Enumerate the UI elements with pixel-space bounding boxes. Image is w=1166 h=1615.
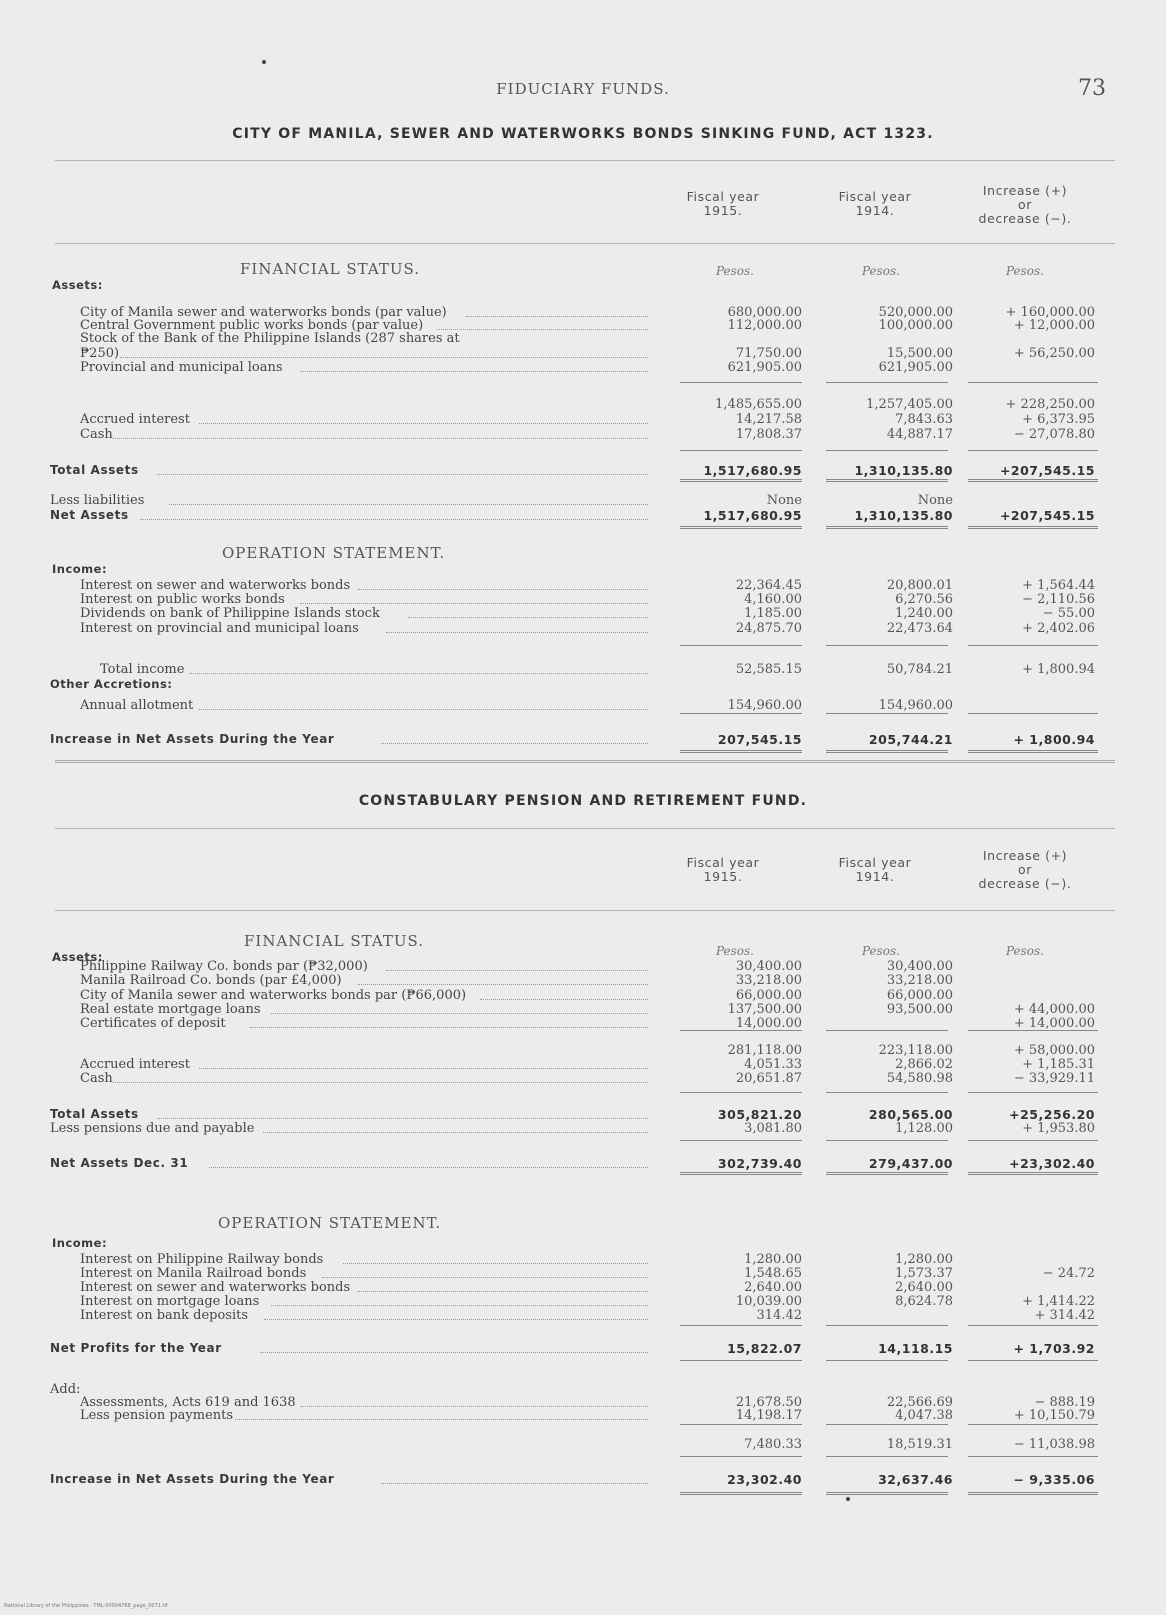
value-1914: None <box>917 493 953 508</box>
leader-dots <box>300 360 648 372</box>
value-1914: 22,473.64 <box>886 621 953 636</box>
scan-footer: National Library of the Philippines · TML-00004768_page_0071.tif <box>4 1603 168 1609</box>
value-1915: 621,905.00 <box>727 360 802 375</box>
col-header-1914: Fiscal year 1914. <box>838 189 912 218</box>
table-row-cash <box>0 1071 1166 1086</box>
table-row-stock-of-the-bank-of-the-philippine-isla <box>0 331 1166 346</box>
value-1914: 33,218.00 <box>886 973 953 988</box>
value-1915: None <box>766 493 802 508</box>
value-1914: 7,843.63 <box>895 412 953 427</box>
value-change: + 44,000.00 <box>1013 1002 1095 1017</box>
table-row-subtotal <box>0 1043 1166 1058</box>
row-label: Certificates of deposit <box>80 1016 226 1031</box>
value-change: − 55.00 <box>1042 606 1095 621</box>
value-change: + 58,000.00 <box>1013 1043 1095 1058</box>
value-1915: 14,217.58 <box>735 412 802 427</box>
table-row-cash <box>0 427 1166 442</box>
row-label: Total income <box>100 662 185 677</box>
leader-dots <box>169 493 648 505</box>
value-1914: 1,240.00 <box>895 606 953 621</box>
value-1914: 1,128.00 <box>895 1121 953 1136</box>
value-change: − 9,335.06 <box>1013 1472 1095 1487</box>
value-1915: 207,545.15 <box>717 732 802 747</box>
value-1914: 44,887.17 <box>886 427 953 442</box>
table-row-certificates-of-deposit <box>0 1016 1166 1031</box>
row-label: Interest on Philippine Railway bonds <box>80 1252 324 1267</box>
table-row-real-estate-mortgage-loans <box>0 1002 1166 1017</box>
value-1915: 15,822.07 <box>727 1341 802 1356</box>
table-row-total-assets <box>0 463 1166 478</box>
sum-rule <box>680 750 802 753</box>
value-change: + 6,373.95 <box>1022 412 1095 427</box>
sum-rule <box>826 645 948 646</box>
leader-dots <box>209 1156 648 1168</box>
value-1914: 15,500.00 <box>886 346 953 361</box>
row-label: Philippine Railway Co. bonds par (₱32,000) <box>80 959 368 974</box>
value-change: + 160,000.00 <box>1005 305 1095 320</box>
table-row-other-accretions <box>0 677 1166 692</box>
leader-dots <box>120 346 648 358</box>
value-change: + 1,703.92 <box>1013 1341 1095 1356</box>
leader-dots <box>271 1002 648 1014</box>
value-1915: 66,000.00 <box>735 988 802 1003</box>
value-change: + 10,150.79 <box>1013 1408 1095 1423</box>
table-row-accrued-interest <box>0 412 1166 427</box>
unit-label: Pesos. <box>1006 264 1044 278</box>
value-1915: 71,750.00 <box>735 346 802 361</box>
sum-rule <box>826 1456 948 1457</box>
income-label-row: Income: <box>52 562 108 576</box>
row-label: Accrued interest <box>80 412 190 427</box>
sum-rule <box>968 1092 1098 1093</box>
table-row-subtotal <box>0 1437 1166 1452</box>
row-label: Less pensions due and payable <box>50 1121 255 1136</box>
value-change: + 56,250.00 <box>1013 346 1095 361</box>
leader-dots <box>140 508 648 520</box>
sum-rule <box>968 1456 1098 1457</box>
leader-dots <box>381 732 648 744</box>
value-1915: 14,198.17 <box>735 1408 802 1423</box>
financial-status-heading: FINANCIAL STATUS. <box>244 932 425 950</box>
table-row-less-pension-payments <box>0 1408 1166 1423</box>
divider <box>55 160 1115 161</box>
leader-dots <box>260 1341 648 1353</box>
sum-rule <box>826 479 948 482</box>
row-label: Interest on mortgage loans <box>80 1294 260 1309</box>
leader-dots <box>343 1252 648 1264</box>
value-1914: 520,000.00 <box>878 305 953 320</box>
leader-dots <box>271 1294 648 1306</box>
value-1914: 4,047.38 <box>895 1408 953 1423</box>
sum-rule <box>826 750 948 753</box>
value-1915: 24,875.70 <box>735 621 802 636</box>
value-1915: 1,185.00 <box>744 606 802 621</box>
table-row-interest-on-philippine-railway-bonds <box>0 1252 1166 1267</box>
row-label: Net Profits for the Year <box>50 1341 222 1355</box>
value-1915: 30,400.00 <box>735 959 802 974</box>
row-label: Interest on bank deposits <box>80 1308 249 1323</box>
sum-rule <box>680 1172 802 1175</box>
table-row-provincial-and-municipal-loans <box>0 360 1166 375</box>
speck <box>846 1497 850 1501</box>
sum-rule <box>968 1424 1098 1425</box>
value-1914: 1,310,135.80 <box>854 463 953 478</box>
sum-rule <box>968 750 1098 753</box>
row-label: Net Assets <box>50 508 129 522</box>
sum-rule <box>680 713 802 714</box>
table-row-interest-on-manila-railroad-bonds <box>0 1266 1166 1281</box>
value-change: − 33,929.11 <box>1013 1071 1095 1086</box>
table-row-net-assets-dec-31 <box>0 1156 1166 1171</box>
value-change: +207,545.15 <box>999 508 1095 523</box>
leader-dots <box>263 1121 648 1133</box>
row-label: Stock of the Bank of the Philippine Islands (287 shares at <box>80 331 460 346</box>
value-1915: 281,118.00 <box>727 1043 802 1058</box>
value-change: − 2,110.56 <box>1022 592 1095 607</box>
value-1915: 14,000.00 <box>735 1016 802 1031</box>
value-1915: 112,000.00 <box>727 318 802 333</box>
leader-dots <box>264 1308 648 1320</box>
sum-rule <box>680 479 802 482</box>
sum-rule <box>968 1030 1098 1031</box>
sum-rule <box>968 450 1098 451</box>
leader-dots <box>300 592 648 604</box>
row-label: ₱250) <box>80 346 120 361</box>
speck <box>262 60 266 64</box>
value-change: − 27,078.80 <box>1013 427 1095 442</box>
sum-rule <box>968 713 1098 714</box>
running-head: FIDUCIARY FUNDS. <box>496 80 670 98</box>
row-label: Increase in Net Assets During the Year <box>50 732 335 746</box>
value-1914: 66,000.00 <box>886 988 953 1003</box>
value-change: − 888.19 <box>1034 1395 1095 1410</box>
row-label: Annual allotment <box>80 698 194 713</box>
leader-dots <box>199 412 648 424</box>
divider <box>55 243 1115 244</box>
row-label: Accrued interest <box>80 1057 190 1072</box>
sum-rule <box>680 1456 802 1457</box>
row-label: Less pension payments <box>80 1408 234 1423</box>
value-1914: 22,566.69 <box>886 1395 953 1410</box>
divider <box>55 828 1115 829</box>
sum-rule <box>826 1424 948 1425</box>
sum-rule <box>968 479 1098 482</box>
value-1914: 93,500.00 <box>886 1002 953 1017</box>
value-1914: 50,784.21 <box>886 662 953 677</box>
sum-rule <box>968 382 1098 383</box>
table-row-net-assets <box>0 508 1166 523</box>
table-row-interest-on-mortgage-loans <box>0 1294 1166 1309</box>
leader-dots <box>157 463 648 475</box>
value-1915: 7,480.33 <box>744 1437 802 1452</box>
value-change: + 14,000.00 <box>1013 1016 1095 1031</box>
value-change: + 2,402.06 <box>1022 621 1095 636</box>
leader-dots <box>386 621 648 633</box>
sum-rule <box>968 1325 1098 1326</box>
value-1914: 2,866.02 <box>895 1057 953 1072</box>
row-label: Total Assets <box>50 1107 139 1121</box>
page-number: 73 <box>1078 76 1106 101</box>
financial-status-heading: FINANCIAL STATUS. <box>240 260 421 278</box>
value-1915: 1,548.65 <box>744 1266 802 1281</box>
leader-dots <box>250 1016 648 1028</box>
sum-rule <box>826 382 948 383</box>
row-label: Cash <box>80 427 113 442</box>
row-label: Dividends on bank of Philippine Islands stock <box>80 606 380 621</box>
sum-rule <box>826 1492 948 1495</box>
sum-rule <box>826 1140 948 1141</box>
leader-dots <box>113 1071 648 1083</box>
table-row-philippine-railway-co-bonds-par-32-000 <box>0 959 1166 974</box>
leader-dots <box>358 1280 648 1292</box>
value-1914: 6,270.56 <box>895 592 953 607</box>
operation-statement-heading: OPERATION STATEMENT. <box>222 544 446 562</box>
value-1915: 680,000.00 <box>727 305 802 320</box>
table-row-250 <box>0 346 1166 361</box>
row-label: Interest on sewer and waterworks bonds <box>80 1280 351 1295</box>
sum-rule <box>968 526 1098 529</box>
value-change: + 1,800.94 <box>1022 662 1095 677</box>
value-1915: 1,517,680.95 <box>703 463 802 478</box>
value-1914: 279,437.00 <box>868 1156 953 1171</box>
value-1915: 20,651.87 <box>735 1071 802 1086</box>
value-1914: 32,637.46 <box>878 1472 953 1487</box>
value-1915: 305,821.20 <box>717 1107 802 1122</box>
assets-label-row: Assets: <box>52 950 103 964</box>
value-change: +25,256.20 <box>1009 1107 1095 1122</box>
value-1914: 280,565.00 <box>868 1107 953 1122</box>
leader-dots <box>113 427 648 439</box>
leader-dots <box>322 1266 648 1278</box>
value-1914: 2,640.00 <box>895 1280 953 1295</box>
leader-dots <box>199 698 648 710</box>
value-1915: 52,585.15 <box>735 662 802 677</box>
table-row-total-assets <box>0 1107 1166 1122</box>
col-header-1915: Fiscal year 1915. <box>686 189 760 218</box>
value-1914: 1,310,135.80 <box>854 508 953 523</box>
leader-dots <box>199 1057 648 1069</box>
col-header-change: Increase (+) or decrease (−). <box>978 848 1072 891</box>
leader-dots <box>358 578 648 590</box>
row-label: Central Government public works bonds (par value) <box>80 318 424 333</box>
unit-label: Pesos. <box>862 264 900 278</box>
sum-rule <box>968 1360 1098 1361</box>
value-1915: 2,640.00 <box>744 1280 802 1295</box>
value-1915: 302,739.40 <box>717 1156 802 1171</box>
table-row-accrued-interest <box>0 1057 1166 1072</box>
sum-rule <box>680 450 802 451</box>
unit-label: Pesos. <box>1006 944 1044 958</box>
sum-rule <box>680 526 802 529</box>
value-1915: 21,678.50 <box>735 1395 802 1410</box>
value-change: + 1,800.94 <box>1013 732 1095 747</box>
sum-rule <box>680 1492 802 1495</box>
value-1915: 4,051.33 <box>744 1057 802 1072</box>
sum-rule <box>968 645 1098 646</box>
value-1914: 100,000.00 <box>878 318 953 333</box>
value-1914: 8,624.78 <box>895 1294 953 1309</box>
unit-label: Pesos. <box>716 944 754 958</box>
sum-rule <box>968 1492 1098 1495</box>
sum-rule <box>968 1140 1098 1141</box>
value-1915: 10,039.00 <box>735 1294 802 1309</box>
row-label: City of Manila sewer and waterworks bonds (par value) <box>80 305 447 320</box>
value-1915: 1,280.00 <box>744 1252 802 1267</box>
value-change: + 12,000.00 <box>1013 318 1095 333</box>
value-1915: 137,500.00 <box>727 1002 802 1017</box>
table-row-increase-in-net-assets-during-the-year <box>0 1472 1166 1487</box>
row-label: Provincial and municipal loans <box>80 360 283 375</box>
table-row-increase-in-net-assets-during-the-year <box>0 732 1166 747</box>
value-1915: 4,160.00 <box>744 592 802 607</box>
row-label: Increase in Net Assets During the Year <box>50 1472 335 1486</box>
leader-dots <box>408 606 648 618</box>
assets-label-row: Assets: <box>52 278 103 292</box>
table-row-less-pensions-due-and-payable <box>0 1121 1166 1136</box>
table-row-interest-on-public-works-bonds <box>0 592 1166 607</box>
col-header-change: Increase (+) or decrease (−). <box>978 183 1072 226</box>
value-1914: 205,744.21 <box>868 732 953 747</box>
row-label: Cash <box>80 1071 113 1086</box>
table-row-interest-on-sewer-and-waterworks-bonds <box>0 578 1166 593</box>
value-change: − 24.72 <box>1042 1266 1095 1281</box>
row-label: Assessments, Acts 619 and 1638 <box>80 1395 296 1410</box>
row-label: Other Accretions: <box>50 677 173 691</box>
value-change: + 1,185.31 <box>1022 1057 1095 1072</box>
sum-rule <box>826 713 948 714</box>
sum-rule <box>826 526 948 529</box>
table-row-total-income <box>0 662 1166 677</box>
value-1914: 14,118.15 <box>878 1341 953 1356</box>
divider <box>55 910 1115 911</box>
value-change: +207,545.15 <box>999 463 1095 478</box>
sum-rule <box>680 1140 802 1141</box>
value-1914: 1,280.00 <box>895 1252 953 1267</box>
table-row-interest-on-sewer-and-waterworks-bonds <box>0 1280 1166 1295</box>
sum-rule <box>826 1360 948 1361</box>
row-label: Net Assets Dec. 31 <box>50 1156 189 1170</box>
table-row-manila-railroad-co-bonds-par-4-000 <box>0 973 1166 988</box>
leader-dots <box>480 988 648 1000</box>
sum-rule <box>826 1092 948 1093</box>
income-label-row: Income: <box>52 1236 108 1250</box>
table-row-net-profits-for-the-year <box>0 1341 1166 1356</box>
col-header-1914: Fiscal year 1914. <box>838 855 912 884</box>
value-1914: 20,800.01 <box>886 578 953 593</box>
value-1915: 33,218.00 <box>735 973 802 988</box>
sum-rule <box>826 1172 948 1175</box>
value-1915: 154,960.00 <box>727 698 802 713</box>
value-1915: 314.42 <box>756 1308 802 1323</box>
leader-dots <box>157 1107 648 1119</box>
row-label: Interest on provincial and municipal loans <box>80 621 359 636</box>
leader-dots <box>358 973 648 985</box>
leader-dots <box>466 305 648 317</box>
leader-dots <box>190 662 648 674</box>
value-1915: 1,517,680.95 <box>703 508 802 523</box>
table-row-less-liabilities <box>0 493 1166 508</box>
value-1914: 54,580.98 <box>886 1071 953 1086</box>
table-row-dividends-on-bank-of-philippine-islands- <box>0 606 1166 621</box>
value-change: +23,302.40 <box>1009 1156 1095 1171</box>
sum-rule <box>680 1030 802 1031</box>
value-change: − 11,038.98 <box>1013 1437 1095 1452</box>
row-label: Manila Railroad Co. bonds (par £4,000) <box>80 973 342 988</box>
section-title-pension-fund: CONSTABULARY PENSION AND RETIREMENT FUND. <box>358 793 808 809</box>
sum-rule <box>826 1030 948 1031</box>
row-label: City of Manila sewer and waterworks bonds par (₱66,000) <box>80 988 467 1003</box>
sum-rule <box>680 382 802 383</box>
value-change: + 314.42 <box>1034 1308 1095 1323</box>
value-change: + 1,564.44 <box>1022 578 1095 593</box>
table-row-subtotal <box>0 397 1166 412</box>
sum-rule <box>680 1092 802 1093</box>
sum-rule <box>826 1325 948 1326</box>
row-label: Interest on Manila Railroad bonds <box>80 1266 307 1281</box>
unit-label: Pesos. <box>862 944 900 958</box>
value-1914: 223,118.00 <box>878 1043 953 1058</box>
value-1914: 1,257,405.00 <box>866 397 953 412</box>
value-change: + 228,250.00 <box>1005 397 1095 412</box>
value-1914: 18,519.31 <box>886 1437 953 1452</box>
value-change: + 1,953.80 <box>1022 1121 1095 1136</box>
value-1915: 1,485,655.00 <box>715 397 802 412</box>
row-label: Add: <box>50 1382 81 1397</box>
section-title-sinking-fund: CITY OF MANILA, SEWER AND WATERWORKS BONDS SINKING FUND, ACT 1323. <box>232 126 934 142</box>
leader-dots <box>381 1472 648 1484</box>
leader-dots <box>300 1395 648 1407</box>
row-label: Real estate mortgage loans <box>80 1002 261 1017</box>
table-row-interest-on-bank-deposits <box>0 1308 1166 1323</box>
value-1915: 17,808.37 <box>735 427 802 442</box>
leader-dots <box>437 318 648 330</box>
value-1914: 30,400.00 <box>886 959 953 974</box>
sum-rule <box>826 450 948 451</box>
table-row-annual-allotment <box>0 698 1166 713</box>
value-1914: 621,905.00 <box>878 360 953 375</box>
row-label: Interest on sewer and waterworks bonds <box>80 578 351 593</box>
row-label: Total Assets <box>50 463 139 477</box>
row-label: Less liabilities <box>50 493 145 508</box>
sum-rule <box>680 1424 802 1425</box>
sum-rule <box>680 645 802 646</box>
table-row-city-of-manila-sewer-and-waterworks-bond <box>0 988 1166 1003</box>
value-1914: 154,960.00 <box>878 698 953 713</box>
table-row-interest-on-provincial-and-municipal-loa <box>0 621 1166 636</box>
row-label: Interest on public works bonds <box>80 592 285 607</box>
value-1915: 23,302.40 <box>727 1472 802 1487</box>
sum-rule <box>968 1172 1098 1175</box>
leader-dots <box>235 1408 648 1420</box>
divider <box>55 760 1115 763</box>
sum-rule <box>680 1325 802 1326</box>
leader-dots <box>386 959 648 971</box>
value-1914: 1,573.37 <box>895 1266 953 1281</box>
operation-statement-heading: OPERATION STATEMENT. <box>218 1214 442 1232</box>
value-1915: 22,364.45 <box>735 578 802 593</box>
value-change: + 1,414.22 <box>1022 1294 1095 1309</box>
value-1915: 3,081.80 <box>744 1121 802 1136</box>
unit-label: Pesos. <box>716 264 754 278</box>
sum-rule <box>680 1360 802 1361</box>
col-header-1915: Fiscal year 1915. <box>686 855 760 884</box>
